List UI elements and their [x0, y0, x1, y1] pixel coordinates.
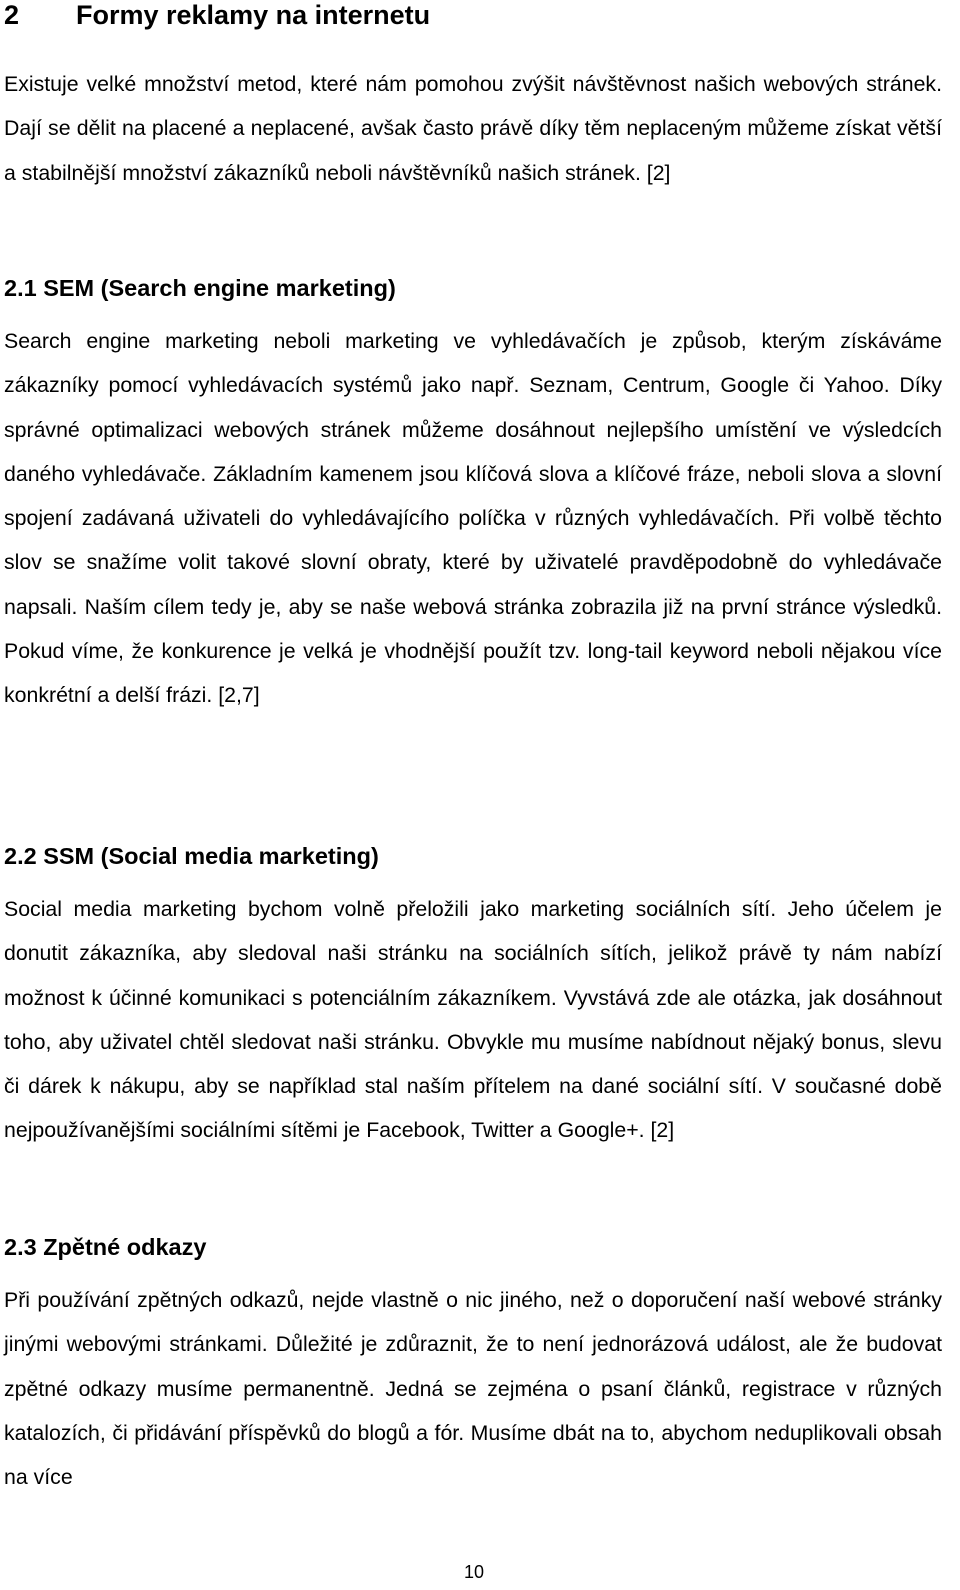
section-heading-ssm: 2.2 SSM (Social media marketing)	[4, 843, 379, 869]
document-page	[4, 0, 944, 1590]
section-body-ssm: Social media marketing bychom volně přeložili jako marketing sociálních sítí. Jeho účelem je donutit zákazníka, aby sledoval naši stránku na sociálních sítích, jelikož právě ty nám nabízí možnost k účinné komunikaci s potenciálním zákazníkem. Vyvstává zde ale otázka, jak dosáhnout toho, aby uživatel chtěl sledovat naši stránku. Obvykle mu musíme nabídnout nějaký bonus, slevu či dárek k nákupu, aby se například stal naším přítelem na dané sociální sítí. V současné době nejpoužívanějšími sociálními sítěmi je Facebook, Twitter a Google+. [2]	[4, 897, 942, 1143]
section-body-sem: Search engine marketing neboli marketing ve vyhledávačích je způsob, kterým získáváme zákazníky pomocí vyhledávacích systémů jako např. Seznam, Centrum, Google či Yahoo. Díky správné optimalizaci webových stránek můžeme dosáhnout nejlepšího umístění ve výsledcích daného vyhledávače. Základním kamenem jsou klíčová slova a klíčové fráze, neboli slova a slovní spojení zadávaná uživateli do vyhledávajícího políčka v různých vyhledávačích. Při volbě těchto slov se snažíme volit takové slovní obraty, které by uživatelé pravděpodobně do vyhledávače napsali. Naším cílem tedy je, aby se naše webová stránka zobrazila již na první stránce výsledků. Pokud víme, že konkurence je velká je vhodnější použít tzv. long-tail keyword neboli nějakou více konkrétní a delší frázi. [2,7]	[4, 329, 942, 708]
section-heading-sem: 2.1 SEM (Search engine marketing)	[4, 275, 396, 301]
chapter-title: Formy reklamy na internetu	[76, 0, 431, 30]
page-number: 10	[463, 1562, 485, 1582]
chapter-heading	[4, 0, 430, 32]
chapter-number: 2	[4, 0, 20, 30]
section-body-backlinks: Při používání zpětných odkazů, nejde vlastně o nic jiného, než o doporučení naší webové stránky jinými webovými stránkami. Důležité je zdůraznit, že to není jednorázová událost, ale že budovat zpětné odkazy musíme permanentně. Jedná se zejména o psaní článků, registrace v různých katalozích, či přidávání příspěvků do blogů a fór. Musíme dbát na to, abychom neduplikovali obsah na více	[4, 1288, 942, 1490]
section-heading-backlinks: 2.3 Zpětné odkazy	[4, 1234, 207, 1260]
chapter-intro-paragraph: Existuje velké množství metod, které nám pomohou zvýšit návštěvnost našich webových stránek. Dají se dělit na placené a neplacené, avšak často právě díky těm neplaceným můžeme získat větší a stabilnější množství zákazníků neboli návštěvníků našich stránek. [2]	[4, 72, 942, 185]
